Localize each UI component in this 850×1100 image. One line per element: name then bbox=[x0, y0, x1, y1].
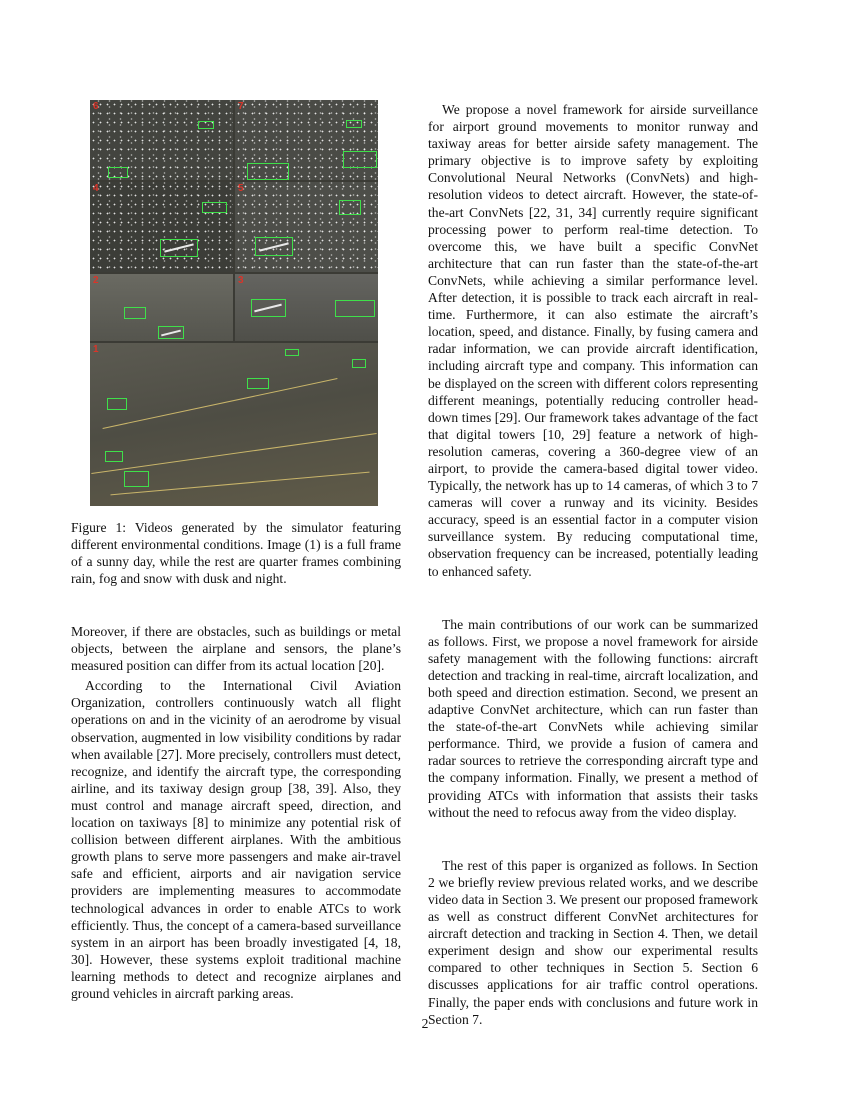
frame-5-snow-dusk bbox=[235, 182, 378, 272]
body-paragraph: We propose a novel framework for airside surveillance for airport ground movements to monitor runway and taxiway areas for better airside safety management. The primary objective is to improve safety by exploiting Convolutional Neural Networks (ConvNets) and high-resolution videos to detect aircraft. However, the state-of-the-art ConvNets [22, 31, 34] currently require significant processing power to perform real-time detection. To overcome this, we have built a specific ConvNet architecture that can run faster than the state-of-the-art ConvNets, while achieving a similar performance level. After detection, it is possible to track each aircraft in real-time. Furthermore, it can also estimate the aircraft’s location, speed, and distance. Finally, by fusing camera and radar information, we can provide aircraft identification, including aircraft type and company. This information can be displayed on the screen with different colors representing different meanings, potentially reducing controller head-down times [29]. Our framework takes advantage of the fact that digital towers [10, 29] feature a network of high-resolution cameras, covering a 360-degree view of an airport, to provide the camera-based digital tower video. Typically, the network has up to 14 cameras, of which 3 to 7 cameras will cover a runway and its vicinity. Besides accuracy, speed is an essential factor in a computer vision surveillance system. By reducing computational time, observation frequency can be increased, potentially leading to enhanced safety. bbox=[428, 102, 758, 579]
detection-box bbox=[343, 151, 377, 168]
detection-box bbox=[107, 398, 127, 410]
figure-1-simulator-mosaic bbox=[90, 100, 378, 506]
frame-4-snow-dusk bbox=[90, 182, 233, 272]
detection-box bbox=[352, 359, 366, 368]
detection-box bbox=[335, 300, 375, 317]
frame-label: 5 bbox=[238, 183, 244, 194]
page-number: 2 bbox=[421, 1016, 429, 1031]
detection-box bbox=[108, 167, 128, 178]
detection-box bbox=[247, 163, 289, 180]
detection-box bbox=[339, 200, 361, 215]
frame-1-sunny-full bbox=[90, 343, 378, 506]
detection-box bbox=[124, 307, 146, 319]
frame-2-fog bbox=[90, 274, 233, 341]
detection-box bbox=[285, 349, 299, 356]
frame-label: 4 bbox=[93, 183, 99, 194]
frame-label: 1 bbox=[93, 344, 99, 355]
frame-7-snow-night bbox=[235, 100, 378, 180]
right-column bbox=[428, 101, 758, 1028]
frame-6-snow-night bbox=[90, 100, 233, 180]
body-paragraph: Moreover, if there are obstacles, such as buildings or metal objects, between the airplane and sensors, the plane’s measured position can differ from its actual location [20]. bbox=[71, 624, 401, 674]
frame-label: 3 bbox=[238, 275, 244, 286]
body-paragraph: The rest of this paper is organized as follows. In Section 2 we briefly review previous related works, and we describe video data in Section 3. We present our proposed framework as well as construct different ConvNet architectures for aircraft detection and tracking in Section 4. Then, we detail experiment design and show our experimental results compared to other techniques in Section 5. Section 6 discusses applications for air traffic control operations. Finally, the paper ends with conclusions and future work in Section 7. bbox=[428, 857, 758, 1027]
detection-box bbox=[198, 121, 214, 129]
frame-label: 2 bbox=[93, 275, 99, 286]
frame-label: 7 bbox=[238, 101, 244, 112]
body-paragraph: The main contributions of our work can be summarized as follows. First, we propose a novel framework for airside safety management with the following functions: aircraft detection and tracking in real-time, aircraft localization, and both speed and direction estimation. Second, we present an adaptive ConvNet architecture, which can run faster than the state-of-the-art ConvNets while achieving similar performance. Third, we provide a fusion of camera and radar sources to retrieve the corresponding aircraft type and the company information. Finally, we present a method of providing ATCs with information that assists their tasks without the need to refocus away from the video display. bbox=[428, 616, 758, 820]
figure-caption: Figure 1: Videos generated by the simulator featuring different environmental conditions. Image (1) is a full frame of a sunny day, while the rest are quarter frames combining rain, fog and snow with dusk and night. bbox=[71, 520, 401, 587]
detection-box bbox=[346, 120, 362, 128]
frame-label: 6 bbox=[93, 101, 99, 112]
detection-box bbox=[124, 471, 149, 487]
left-column bbox=[71, 623, 401, 1002]
detection-box bbox=[247, 378, 269, 389]
body-paragraph: According to the International Civil Aviation Organization, controllers continuously watch all flight operations on and in the vicinity of an aerodrome by visual observation, augmented in low visibility conditions by radar when available [27]. More precisely, controllers must detect, recognize, and identify the aircraft type, the corresponding airline, and its taxiway design group [38, 39]. Also, they must control and manage aircraft speed, direction, and location on taxiways [8] to minimize any potential risk of collision between different airplanes. With the ambitious growth plans to serve more passengers and make air-travel safe and efficient, airports and air navigation service providers are implementing measures to accommodate technological advances in order to enable ATCs to work efficiently. Thus, the concept of a camera-based surveillance system in an airport has been broadly investigated [4, 18, 30]. However, these systems exploit traditional machine learning methods to detect and recognize airplanes and ground vehicles in aircraft parking areas. bbox=[71, 678, 401, 1001]
detection-box bbox=[202, 202, 227, 213]
detection-box bbox=[105, 451, 123, 462]
frame-3-fog bbox=[235, 274, 378, 341]
